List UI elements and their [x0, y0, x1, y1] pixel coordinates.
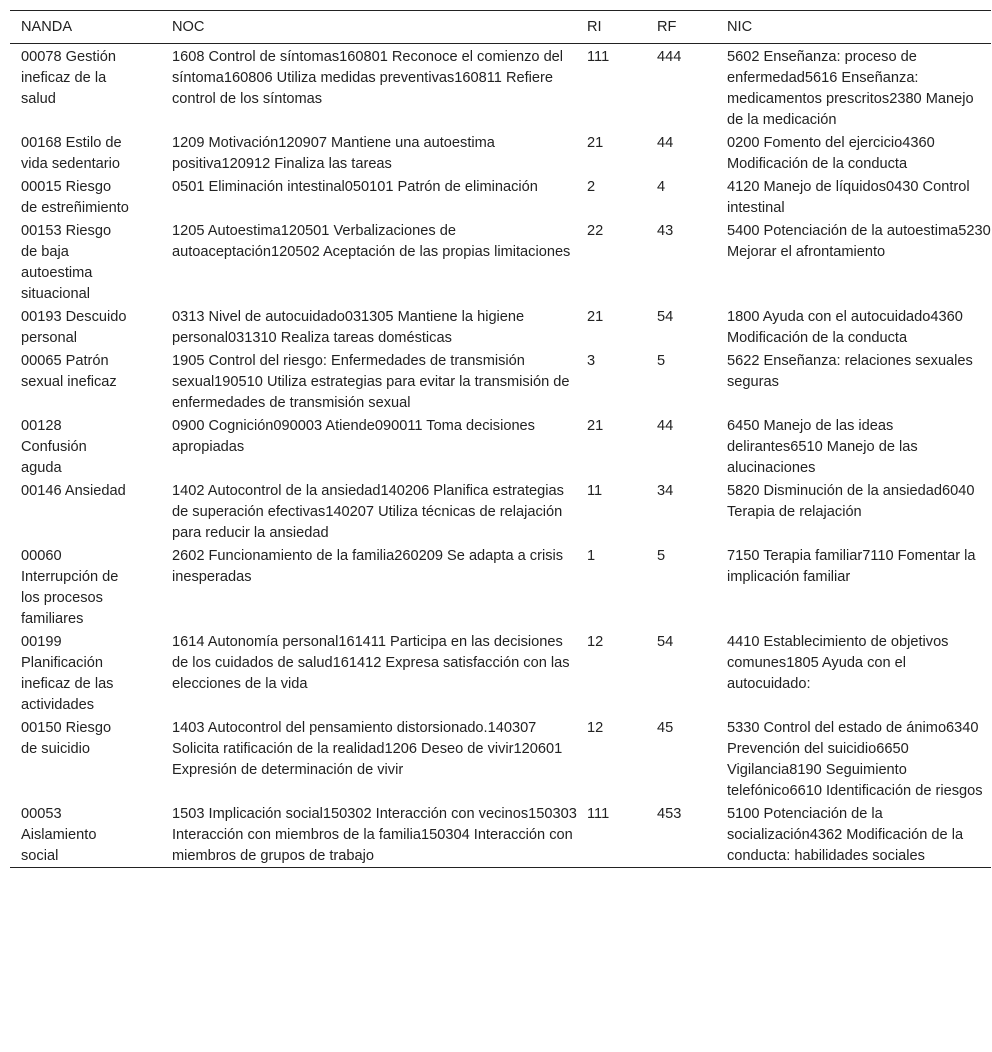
cell-noc: 0313 Nivel de autocuidado031305 Mantiene la higiene personal031310 Realiza tareas domésticas: [172, 309, 525, 346]
cell-nanda-text: 00153 Riesgo de baja autoestima situacional: [21, 223, 112, 302]
header-nanda: NANDA: [10, 11, 172, 44]
table-row: [10, 219, 991, 305]
cell-nanda: [10, 630, 172, 716]
cell-noc: 1403 Autocontrol del pensamiento distorsionado.140307 Solicita ratificación de la realidad1206 Deseo de vivir120601 Expresión de determinación de vivir: [172, 720, 563, 778]
cell-rf: 44: [657, 135, 674, 151]
cell-nanda-text: 00146 Ansiedad: [21, 483, 126, 499]
cell-noc: 0501 Eliminación intestinal050101 Patrón de eliminación: [172, 179, 538, 195]
cell-nanda-text: 00168 Estilo de vida sedentario: [21, 135, 122, 172]
cell-ri: 2: [587, 179, 596, 195]
cell-ri: 1: [587, 548, 596, 564]
cell-rf: 34: [657, 483, 674, 499]
cell-noc: 1905 Control del riesgo: Enfermedades de transmisión sexual190510 Utiliza estrategias para evitar la transmisión de enfermedades de transmisión sexual: [172, 353, 570, 411]
cell-nanda-text: 00150 Riesgo de suicidio: [21, 720, 112, 757]
cell-noc: 0900 Cognición090003 Atiende090011 Toma decisiones apropiadas: [172, 418, 535, 455]
cell-nanda: [10, 716, 172, 802]
cell-noc: 2602 Funcionamiento de la familia260209 Se adapta a crisis inesperadas: [172, 548, 564, 585]
cell-nic: 4410 Establecimiento de objetivos comunes1805 Ayuda con el autocuidado:: [727, 634, 949, 692]
cell-ri: 3: [587, 353, 596, 369]
cell-nic: 5820 Disminución de la ansiedad6040 Terapia de relajación: [727, 483, 975, 520]
cell-nic: 5100 Potenciación de la socialización4362 Modificación de la conducta: habilidades sociales: [727, 802, 991, 868]
cell-nanda-text: 00053 Aislamiento social: [21, 806, 97, 864]
cell-nic: 5622 Enseñanza: relaciones sexuales seguras: [727, 353, 973, 390]
cell-noc: 1205 Autoestima120501 Verbalizaciones de autoaceptación120502 Aceptación de las propias limitaciones: [172, 223, 571, 260]
cell-nic: 5330 Control del estado de ánimo6340 Prevención del suicidio6650 Vigilancia8190 Seguimiento telefónico6610 Identificación de riesgos: [727, 720, 983, 799]
cell-ri: 22: [587, 223, 604, 239]
cell-nic: 1800 Ayuda con el autocuidado4360 Modificación de la conducta: [727, 309, 963, 346]
care-plan-table: [10, 10, 991, 868]
table-row: [10, 131, 991, 175]
cell-noc: 1608 Control de síntomas160801 Reconoce el comienzo del síntoma160806 Utiliza medidas preventivas160811 Refiere control de los síntomas: [172, 49, 564, 107]
cell-ri: 12: [587, 634, 604, 650]
cell-nic: 5400 Potenciación de la autoestima5230 Mejorar el afrontamiento: [727, 223, 991, 260]
cell-nanda: [10, 414, 172, 479]
cell-nic: 7150 Terapia familiar7110 Fomentar la implicación familiar: [727, 548, 976, 585]
header-row: [10, 11, 991, 44]
cell-rf: 54: [657, 634, 674, 650]
header-nic: NIC: [727, 11, 991, 44]
cell-ri: 21: [587, 309, 604, 325]
cell-nanda-text: 00078 Gestión ineficaz de la salud: [21, 49, 116, 107]
cell-noc: 1209 Motivación120907 Mantiene una autoestima positiva120912 Finaliza las tareas: [172, 135, 495, 172]
table-row: [10, 630, 991, 716]
cell-rf: 5: [657, 353, 666, 369]
cell-rf: 54: [657, 309, 674, 325]
cell-noc: 1614 Autonomía personal161411 Participa en las decisiones de los cuidados de salud161412 Expresa satisfacción con las elecciones de la vida: [172, 634, 570, 692]
table-row: [10, 802, 991, 868]
cell-noc: 1503 Implicación social150302 Interacción con vecinos150303 Interacción con miembros de la familia150304 Interacción con miembros de grupos de trabajo: [172, 802, 587, 868]
cell-nanda: [10, 44, 172, 132]
table-row: [10, 414, 991, 479]
cell-rf: 4: [657, 179, 666, 195]
table-header: [10, 11, 991, 44]
cell-nanda-text: 00128 Confusión aguda: [21, 418, 87, 476]
cell-nanda-text: 00065 Patrón sexual ineficaz: [21, 353, 117, 390]
cell-nanda: [10, 131, 172, 175]
cell-ri: 21: [587, 418, 604, 434]
header-ri: RI: [587, 11, 657, 44]
header-rf: RF: [657, 11, 727, 44]
cell-nanda: [10, 219, 172, 305]
cell-nic: 5602 Enseñanza: proceso de enfermedad5616 Enseñanza: medicamentos prescritos2380 Manejo de la medicación: [727, 49, 974, 128]
cell-rf: 444: [657, 49, 682, 65]
table-row: [10, 479, 991, 544]
header-noc: NOC: [172, 11, 587, 44]
cell-nanda: [10, 479, 172, 544]
table-row: [10, 305, 991, 349]
cell-nic: 0200 Fomento del ejercicio4360 Modificación de la conducta: [727, 135, 935, 172]
cell-noc: 1402 Autocontrol de la ansiedad140206 Planifica estrategias de superación efectivas140207 Utiliza técnicas de relajación para reducir la ansiedad: [172, 483, 564, 541]
cell-rf: 43: [657, 223, 674, 239]
cell-nanda-text: 00193 Descuido personal: [21, 309, 127, 346]
cell-ri: 11: [587, 483, 603, 499]
care-plan-table-container: [10, 10, 991, 868]
cell-nic: 6450 Manejo de las ideas delirantes6510 Manejo de las alucinaciones: [727, 418, 918, 476]
cell-ri: 21: [587, 135, 604, 151]
cell-nanda-text: 00199 Planificación ineficaz de las actividades: [21, 634, 114, 713]
cell-nanda: [10, 175, 172, 219]
table-row: [10, 44, 991, 132]
table-row: [10, 175, 991, 219]
cell-nic: 4120 Manejo de líquidos0430 Control intestinal: [727, 179, 970, 216]
table-row: [10, 544, 991, 630]
cell-nanda: [10, 802, 172, 868]
cell-ri: 111: [587, 49, 610, 65]
cell-rf: 5: [657, 548, 666, 564]
table-row: [10, 716, 991, 802]
cell-rf: 453: [657, 802, 727, 868]
cell-nanda: [10, 544, 172, 630]
table-row: [10, 349, 991, 414]
cell-nanda: [10, 349, 172, 414]
cell-nanda-text: 00060 Interrupción de los procesos familiares: [21, 548, 119, 627]
cell-nanda: [10, 305, 172, 349]
cell-ri: 12: [587, 720, 604, 736]
cell-rf: 45: [657, 720, 674, 736]
cell-rf: 44: [657, 418, 674, 434]
cell-nanda-text: 00015 Riesgo de estreñimiento: [21, 179, 129, 216]
cell-ri: 111: [587, 802, 657, 868]
table-body: [10, 44, 991, 868]
